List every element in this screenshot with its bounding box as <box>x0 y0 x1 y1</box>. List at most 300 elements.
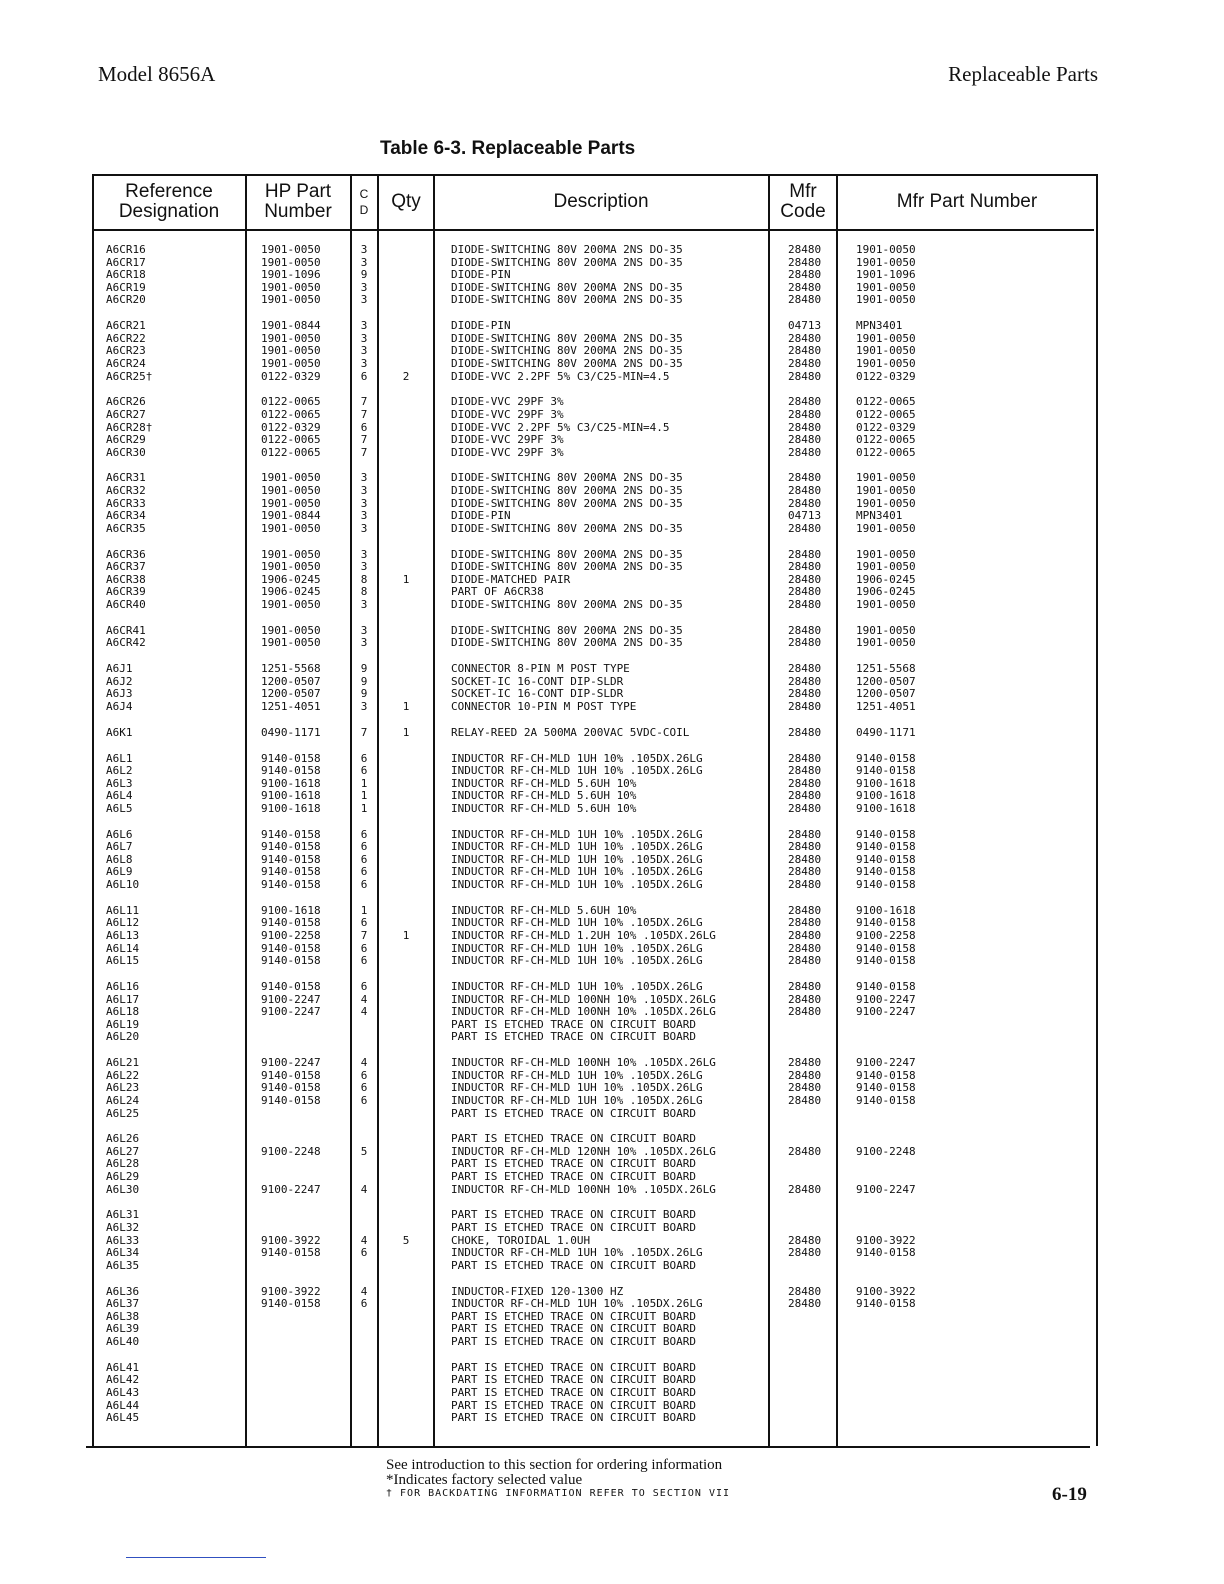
mfr-part-cell: 9100-1618 <box>856 789 916 803</box>
group-gap <box>383 650 429 663</box>
mfr-code-cell <box>788 1158 834 1171</box>
group-gap <box>354 815 374 828</box>
description-cell: INDUCTOR RF-CH-MLD 100NH 10% .105DX.26LG <box>451 1005 716 1019</box>
cd-cell: 6 <box>360 852 368 866</box>
description-cell: INDUCTOR RF-CH-MLD 1UH 10% .105DX.26LG <box>451 840 703 854</box>
ref-cell: A6CR26 <box>106 395 146 409</box>
mfr-part-cell: 9140-0158 <box>856 764 916 778</box>
ref-cell: A6L34 <box>106 1246 140 1260</box>
hp-part-cell: 9140-0158 <box>261 1081 321 1095</box>
cd-cell: 1 <box>360 776 368 790</box>
mfr-code-cell: 28480 <box>788 764 822 778</box>
group-gap <box>354 1349 374 1362</box>
qty-cell: 2 <box>402 369 410 383</box>
cd-cell <box>354 1209 374 1222</box>
cd-cell <box>354 1323 374 1336</box>
description-cell: DIODE-VVC 29PF 3% <box>451 445 564 459</box>
mfr-part-cell <box>856 1031 1092 1044</box>
mfr-code-cell: 28480 <box>788 356 822 370</box>
qty-cell <box>383 396 429 409</box>
mfr-code-cell: 04713 <box>788 319 822 333</box>
hp-part-cell <box>261 1260 347 1273</box>
qty-cell <box>383 1006 429 1019</box>
mfr-part-cell: 9140-0158 <box>856 1246 916 1260</box>
qty-cell <box>383 1095 429 1108</box>
cd-cell <box>354 1374 374 1387</box>
mfr-code-cell: 28480 <box>788 878 822 892</box>
hp-part-cell: 1906-0245 <box>261 585 321 599</box>
ref-cell: A6L31 <box>106 1208 140 1222</box>
ref-column <box>106 244 242 1425</box>
group-gap <box>451 968 765 981</box>
qty-cell <box>383 561 429 574</box>
hp-part-cell: 9140-0158 <box>261 827 321 841</box>
mfr-code-cell <box>788 1362 834 1375</box>
description-cell: DIODE-PIN <box>451 268 511 282</box>
table-title: Table 6-3. Replaceable Parts <box>380 138 636 159</box>
description-cell: DIODE-SWITCHING 80V 200MA 2NS DO-35 <box>451 331 683 345</box>
cd-cell: 3 <box>360 319 368 333</box>
mfr-part-cell: 0122-0329 <box>856 369 916 383</box>
mfr-code-cell: 28480 <box>788 521 822 535</box>
mfr-code-cell <box>788 1171 834 1184</box>
qty-cell <box>383 358 429 371</box>
group-gap <box>354 1120 374 1133</box>
description-cell: CONNECTOR 10-PIN M POST TYPE <box>451 699 637 713</box>
hp-part-cell <box>261 1311 347 1324</box>
group-gap <box>354 612 374 625</box>
group-gap <box>788 815 834 828</box>
description-cell: DIODE-SWITCHING 80V 200MA 2NS DO-35 <box>451 344 683 358</box>
hp-part-cell: 1906-0245 <box>261 572 321 586</box>
hp-part-cell: 1251-5568 <box>261 662 321 676</box>
mfr-part-cell: 9140-0158 <box>856 840 916 854</box>
group-gap <box>451 1272 765 1285</box>
cd-cell <box>354 1158 374 1171</box>
description-cell: INDUCTOR RF-CH-MLD 1UH 10% .105DX.26LG <box>451 954 703 968</box>
qty-cell <box>383 1260 429 1273</box>
mfr-code-cell: 28480 <box>788 243 822 256</box>
ref-cell: A6L42 <box>106 1373 140 1387</box>
group-gap <box>383 1349 429 1362</box>
ref-cell: A6CR18 <box>106 268 146 282</box>
description-cell: DIODE-VVC 2.2PF 5% C3/C25-MIN=4.5 <box>451 420 670 434</box>
mfr-part-cell: 9140-0158 <box>856 941 916 955</box>
qty-cell: 1 <box>402 929 410 942</box>
mfr-code-cell: 28480 <box>788 865 822 879</box>
mfr-part-cell: 1901-0050 <box>856 255 916 269</box>
mfr-part-cell: 1901-0050 <box>856 471 916 485</box>
mfr-code-cell: 28480 <box>788 268 822 282</box>
mfr-part-cell <box>856 1019 1092 1032</box>
hp-part-cell: 9100-1618 <box>261 801 321 815</box>
hp-part-cell: 9140-0158 <box>261 764 321 778</box>
cd-cell: 3 <box>360 598 368 611</box>
ref-cell: A6L8 <box>106 852 133 866</box>
mfr-code-cell <box>788 1412 834 1425</box>
cd-cell: 3 <box>360 280 368 294</box>
mfr-part-cell: 9140-0158 <box>856 865 916 879</box>
group-gap <box>856 1272 1092 1285</box>
cd-cell: 1 <box>360 789 368 803</box>
ref-cell: A6CR27 <box>106 407 146 421</box>
qty-cell <box>383 790 429 803</box>
qty-cell <box>383 409 429 422</box>
hp-part-cell: 9140-0158 <box>261 1093 321 1107</box>
ref-cell: A6L10 <box>106 878 140 892</box>
description-cell: INDUCTOR RF-CH-MLD 5.6UH 10% <box>451 776 637 790</box>
hp-part-cell: 9140-0158 <box>261 1297 321 1311</box>
mfr-part-cell <box>856 1400 1092 1413</box>
group-gap <box>354 1272 374 1285</box>
group-gap <box>788 1120 834 1133</box>
hp-part-cell: 9100-1618 <box>261 789 321 803</box>
qty-cell <box>383 1374 429 1387</box>
cd-cell: 6 <box>360 751 368 765</box>
ref-cell: A6L1 <box>106 751 133 765</box>
qty-cell <box>383 1323 429 1336</box>
group-gap <box>383 459 429 472</box>
description-cell: INDUCTOR RF-CH-MLD 5.6UH 10% <box>451 789 637 803</box>
mfr-code-cell <box>788 1387 834 1400</box>
ref-cell: A6CR41 <box>106 623 146 637</box>
qty-cell <box>383 294 429 307</box>
description-cell: INDUCTOR RF-CH-MLD 1UH 10% .105DX.26LG <box>451 751 703 765</box>
mfr-code-column <box>788 244 834 1425</box>
group-gap <box>106 535 242 548</box>
ref-cell: A6CR39 <box>106 585 146 599</box>
description-cell: PART IS ETCHED TRACE ON CIRCUIT BOARD <box>451 1322 697 1336</box>
ref-cell: A6J4 <box>106 699 133 713</box>
hp-part-cell: 9100-3922 <box>261 1233 321 1247</box>
group-gap <box>261 535 347 548</box>
cd-cell: 6 <box>360 1068 368 1082</box>
ref-cell: A6L36 <box>106 1284 140 1298</box>
group-gap <box>383 968 429 981</box>
mfr-part-cell: 0122-0065 <box>856 407 916 421</box>
hp-part-cell <box>261 1412 347 1425</box>
qty-cell <box>383 320 429 333</box>
hp-part-cell: 0122-0329 <box>261 420 321 434</box>
hp-part-cell: 9100-1618 <box>261 776 321 790</box>
group-gap <box>354 968 374 981</box>
hp-part-column <box>261 244 347 1425</box>
ref-cell: A6CR34 <box>106 509 146 523</box>
mfr-part-cell: MPN3401 <box>856 319 903 333</box>
mfr-part-cell: 1901-0050 <box>856 598 916 611</box>
cd-cell: 3 <box>360 496 368 510</box>
mfr-code-cell: 28480 <box>788 916 822 930</box>
hp-part-cell <box>261 1222 347 1235</box>
cd-cell <box>354 1362 374 1375</box>
mfr-code-cell: 28480 <box>788 484 822 498</box>
qty-cell <box>383 625 429 638</box>
mfr-part-cell: 9100-2247 <box>856 1056 916 1070</box>
mfr-code-cell: 28480 <box>788 827 822 841</box>
ref-cell: A6L19 <box>106 1017 140 1031</box>
qty-cell <box>383 1412 429 1425</box>
ref-cell: A6J3 <box>106 687 133 701</box>
mfr-code-cell: 04713 <box>788 509 822 523</box>
mfr-code-cell: 28480 <box>788 1246 822 1260</box>
mfr-code-cell: 28480 <box>788 369 822 383</box>
mfr-part-cell: 1901-0050 <box>856 331 916 345</box>
description-cell: PART IS ETCHED TRACE ON CIRCUIT BOARD <box>451 1030 697 1044</box>
description-cell: PART IS ETCHED TRACE ON CIRCUIT BOARD <box>451 1385 697 1399</box>
qty-cell <box>383 829 429 842</box>
qty-cell <box>383 905 429 918</box>
ref-cell: A6L21 <box>106 1056 140 1070</box>
col-rule-cd <box>377 174 379 1446</box>
ref-cell: A6L14 <box>106 941 140 955</box>
cd-cell: 6 <box>360 954 368 968</box>
group-gap <box>261 1120 347 1133</box>
description-cell: INDUCTOR RF-CH-MLD 1UH 10% .105DX.26LG <box>451 1068 703 1082</box>
ref-cell: A6CR29 <box>106 433 146 447</box>
cd-cell: 1 <box>360 903 368 917</box>
table-bottom-rule <box>86 1446 1090 1448</box>
hp-part-cell <box>261 1362 347 1375</box>
mfr-code-cell <box>788 1260 834 1273</box>
cd-cell: 6 <box>360 979 368 993</box>
cd-cell: 4 <box>360 992 368 1006</box>
cd-cell: 9 <box>360 662 368 676</box>
cd-cell: 3 <box>360 560 368 574</box>
mfr-code-cell: 28480 <box>788 255 822 269</box>
ref-cell: A6L3 <box>106 776 133 790</box>
group-gap <box>856 1196 1092 1209</box>
mfr-part-cell: 9140-0158 <box>856 1081 916 1095</box>
group-gap <box>383 815 429 828</box>
cd-cell: 8 <box>360 585 368 599</box>
hp-part-cell: 0122-0065 <box>261 433 321 447</box>
mfr-part-cell: 9100-3922 <box>856 1284 916 1298</box>
ref-cell: A6L33 <box>106 1233 140 1247</box>
ref-cell: A6CR32 <box>106 484 146 498</box>
mfr-part-cell: MPN3401 <box>856 509 903 523</box>
scan-edge-line <box>126 1557 266 1558</box>
description-cell: PART OF A6CR38 <box>451 585 544 599</box>
qty-cell <box>383 1082 429 1095</box>
ref-cell: A6L43 <box>106 1385 140 1399</box>
description-cell: DIODE-VVC 29PF 3% <box>451 395 564 409</box>
mfr-code-cell: 28480 <box>788 789 822 803</box>
qty-cell <box>383 841 429 854</box>
mfr-code-cell: 28480 <box>788 1081 822 1095</box>
mfr-code-cell: 28480 <box>788 903 822 917</box>
group-gap <box>261 968 347 981</box>
ref-cell: A6L16 <box>106 979 140 993</box>
group-gap <box>451 535 765 548</box>
page-number: 6-19 <box>1052 1484 1087 1505</box>
mfr-code-cell: 28480 <box>788 1144 822 1158</box>
qty-cell <box>383 866 429 879</box>
mfr-part-cell: 9140-0158 <box>856 852 916 866</box>
cd-cell: 6 <box>360 827 368 841</box>
mfr-code-cell: 28480 <box>788 674 822 688</box>
mfr-part-cell <box>856 1171 1092 1184</box>
mfr-part-cell: 9140-0158 <box>856 1297 916 1311</box>
qty-cell <box>383 422 429 435</box>
qty-column <box>383 244 429 1425</box>
cd-cell: 3 <box>360 509 368 523</box>
mfr-code-cell: 28480 <box>788 1093 822 1107</box>
ref-cell: A6L22 <box>106 1068 140 1082</box>
hp-part-cell: 0490-1171 <box>261 725 321 739</box>
mfr-part-cell: 9100-2247 <box>856 1182 916 1196</box>
group-gap <box>383 1272 429 1285</box>
ref-cell: A6L26 <box>106 1132 140 1146</box>
cd-cell <box>354 1031 374 1044</box>
mfr-part-cell: 9140-0158 <box>856 878 916 892</box>
description-cell: PART IS ETCHED TRACE ON CIRCUIT BOARD <box>451 1106 697 1120</box>
group-gap <box>788 535 834 548</box>
hp-part-cell: 9100-2247 <box>261 1005 321 1019</box>
cd-cell: 3 <box>360 699 368 713</box>
qty-cell <box>383 345 429 358</box>
group-gap <box>106 612 242 625</box>
cd-cell: 3 <box>360 636 368 650</box>
description-cell: DIODE-SWITCHING 80V 200MA 2NS DO-35 <box>451 293 683 307</box>
ref-cell: A6L45 <box>106 1411 140 1425</box>
cd-cell: 6 <box>360 1093 368 1107</box>
col-head-ref: Reference Designation <box>118 181 220 222</box>
description-cell: INDUCTOR RF-CH-MLD 1UH 10% .105DX.26LG <box>451 1081 703 1095</box>
hp-part-cell: 9100-3922 <box>261 1284 321 1298</box>
group-gap <box>261 815 347 828</box>
cd-cell <box>354 1171 374 1184</box>
mfr-part-cell <box>856 1260 1092 1273</box>
qty-cell <box>383 549 429 562</box>
qty-cell <box>383 994 429 1007</box>
description-cell: DIODE-SWITCHING 80V 200MA 2NS DO-35 <box>451 521 683 535</box>
cd-cell: 6 <box>360 764 368 778</box>
qty-cell <box>383 1247 429 1260</box>
hp-part-cell: 9100-1618 <box>261 903 321 917</box>
group-gap <box>451 612 765 625</box>
hp-part-cell: 9100-2247 <box>261 1056 321 1070</box>
cd-cell <box>354 1311 374 1324</box>
mfr-code-cell: 28480 <box>788 636 822 650</box>
mfr-part-cell: 9140-0158 <box>856 827 916 841</box>
hp-part-cell: 1901-0050 <box>261 471 321 485</box>
mfr-part-cell: 1901-0050 <box>856 623 916 637</box>
hp-part-cell: 9140-0158 <box>261 878 321 892</box>
mfr-code-cell: 28480 <box>788 1056 822 1070</box>
mfr-code-cell: 28480 <box>788 1068 822 1082</box>
mfr-part-cell <box>856 1336 1092 1349</box>
description-cell: INDUCTOR RF-CH-MLD 1UH 10% .105DX.26LG <box>451 979 703 993</box>
mfr-part-cell: 0490-1171 <box>856 725 916 739</box>
qty-cell <box>383 434 429 447</box>
qty-cell <box>383 1057 429 1070</box>
cd-cell: 8 <box>360 572 368 586</box>
group-gap <box>261 612 347 625</box>
col-rule-qty <box>433 174 435 1446</box>
col-rule-hp <box>350 174 352 1446</box>
cd-cell <box>354 1222 374 1235</box>
mfr-part-cell: 9140-0158 <box>856 751 916 765</box>
mfr-code-cell: 28480 <box>788 929 822 942</box>
description-cell: DIODE-SWITCHING 80V 200MA 2NS DO-35 <box>451 280 683 294</box>
qty-cell <box>383 1387 429 1400</box>
qty-cell <box>383 1146 429 1159</box>
mfr-code-cell: 28480 <box>788 1284 822 1298</box>
mfr-part-cell: 1200-0507 <box>856 687 916 701</box>
qty-cell <box>383 510 429 523</box>
mfr-part-cell: 0122-0065 <box>856 433 916 447</box>
description-cell: INDUCTOR RF-CH-MLD 5.6UH 10% <box>451 801 637 815</box>
ref-cell: A6CR30 <box>106 445 146 459</box>
header-model: Model 8656A <box>98 62 216 86</box>
hp-part-cell: 9100-2258 <box>261 929 321 942</box>
description-cell: INDUCTOR RF-CH-MLD 1UH 10% .105DX.26LG <box>451 941 703 955</box>
group-gap <box>788 739 834 752</box>
mfr-part-cell: 1901-0050 <box>856 280 916 294</box>
hp-part-cell <box>261 1336 347 1349</box>
group-gap <box>383 612 429 625</box>
description-cell: INDUCTOR RF-CH-MLD 100NH 10% .105DX.26LG <box>451 992 716 1006</box>
mfr-part-cell: 1901-0050 <box>856 496 916 510</box>
group-gap <box>261 714 347 727</box>
ref-cell: A6L20 <box>106 1030 140 1044</box>
cd-cell: 6 <box>360 1297 368 1311</box>
ref-cell: A6CR28† <box>106 420 153 434</box>
mfr-code-cell: 28480 <box>788 623 822 637</box>
ref-cell: A6CR19 <box>106 280 146 294</box>
mfr-part-cell <box>856 1209 1092 1222</box>
mfr-code-cell: 28480 <box>788 293 822 307</box>
description-cell: INDUCTOR RF-CH-MLD 1UH 10% .105DX.26LG <box>451 764 703 778</box>
mfr-code-cell: 28480 <box>788 471 822 485</box>
group-gap <box>354 739 374 752</box>
description-cell: DIODE-PIN <box>451 319 511 333</box>
group-gap <box>788 714 834 727</box>
description-cell: INDUCTOR RF-CH-MLD 1UH 10% .105DX.26LG <box>451 1093 703 1107</box>
mfr-part-cell: 1906-0245 <box>856 572 916 586</box>
cd-cell: 6 <box>360 865 368 879</box>
group-gap <box>383 307 429 320</box>
mfr-part-cell: 9100-3922 <box>856 1233 916 1247</box>
group-gap <box>106 968 242 981</box>
qty-cell <box>383 879 429 892</box>
cd-cell: 7 <box>360 725 368 739</box>
hp-part-cell <box>261 1031 347 1044</box>
col-head-qty: Qty <box>391 191 421 212</box>
ref-cell: A6CR36 <box>106 547 146 561</box>
cd-cell: 7 <box>360 395 368 409</box>
group-gap <box>383 714 429 727</box>
ref-cell: A6L37 <box>106 1297 140 1311</box>
group-gap <box>106 714 242 727</box>
mfr-part-cell: 9100-1618 <box>856 903 916 917</box>
ref-cell: A6CR37 <box>106 560 146 574</box>
cd-cell: 3 <box>360 484 368 498</box>
col-head-mpn: Mfr Part Number <box>896 191 1038 212</box>
description-cell: CONNECTOR 8-PIN M POST TYPE <box>451 662 630 676</box>
mfr-part-cell: 1200-0507 <box>856 674 916 688</box>
col-head-mfr: Mfr Code <box>780 181 826 222</box>
mfr-code-cell: 28480 <box>788 751 822 765</box>
ref-cell: A6L6 <box>106 827 133 841</box>
group-gap <box>261 739 347 752</box>
group-gap <box>788 968 834 981</box>
cd-cell: 6 <box>360 1081 368 1095</box>
cd-column <box>354 244 374 1425</box>
description-cell: INDUCTOR RF-CH-MLD 1.2UH 10% .105DX.26LG <box>451 929 716 942</box>
mfr-code-cell: 28480 <box>788 840 822 854</box>
col-head-desc: Description <box>553 191 649 212</box>
